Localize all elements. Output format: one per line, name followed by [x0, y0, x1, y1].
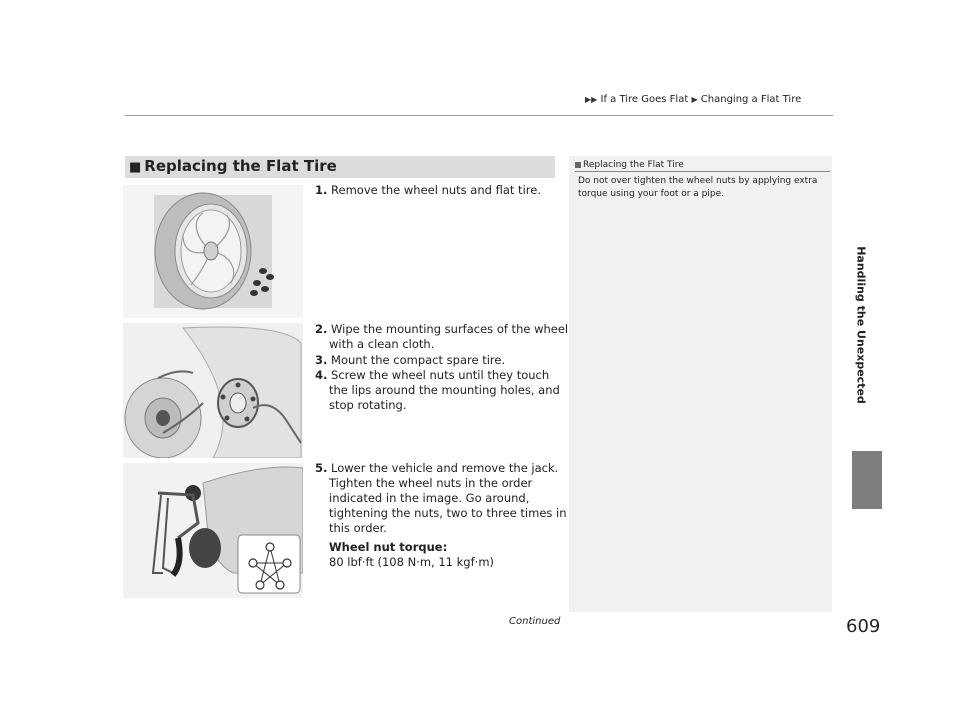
step-text: Mount the compact spare tire. [331, 353, 506, 367]
step-number: 5. [315, 461, 328, 475]
chapter-tab [850, 200, 872, 450]
note-divider [575, 171, 830, 172]
step-4 [315, 368, 569, 413]
step-text: Wipe the mounting surfaces of the wheel with a clean cloth. [329, 322, 569, 351]
chapter-tab-marker [852, 451, 882, 509]
step-1 [315, 183, 569, 198]
step-number: 1. [315, 183, 328, 197]
note-marker-icon [575, 162, 581, 168]
note-panel [569, 156, 832, 612]
section-title [129, 157, 337, 175]
breadcrumb-arrow-icon: ▶▶ [585, 95, 598, 104]
step-3 [315, 353, 569, 368]
section-square-icon: ■ [129, 160, 142, 175]
breadcrumb-item-flat-tire[interactable]: If a Tire Goes Flat [600, 94, 689, 105]
section-title-text: Replacing the Flat Tire [144, 157, 337, 175]
chapter-tab-label: Handling the Unexpected [854, 246, 868, 404]
breadcrumb [585, 94, 801, 105]
breadcrumb-item-changing-tire[interactable]: Changing a Flat Tire [700, 94, 802, 105]
step-5 [315, 461, 569, 536]
step-number: 4. [315, 368, 328, 382]
step-number: 2. [315, 322, 328, 336]
tightening-order-illustration [123, 463, 303, 598]
torque-label: Wheel nut torque: [329, 540, 448, 554]
note-title [575, 160, 684, 170]
note-text: Do not over tighten the wheel nuts by applying extra torque using your foot or a pipe. [578, 176, 818, 199]
continued-label: Continued [509, 616, 561, 627]
section-heading [125, 156, 555, 178]
step-number: 3. [315, 353, 328, 367]
wheel-removal-illustration [123, 185, 303, 318]
step-text: Lower the vehicle and remove the jack. Tighten the wheel nuts in the order indicated in the image. Go around, tightening the nuts, two to three times in this order. [329, 461, 567, 535]
step-text: Remove the wheel nuts and flat tire. [331, 183, 541, 197]
header-divider [125, 115, 833, 116]
spare-mounting-illustration [123, 323, 303, 458]
step-text: Screw the wheel nuts until they touch the lips around the mounting holes, and stop rotating. [329, 368, 560, 412]
note-title-text: Replacing the Flat Tire [583, 160, 684, 170]
page-number: 609 [846, 616, 881, 637]
step-2 [315, 322, 569, 352]
torque-value: 80 lbf·ft (108 N·m, 11 kgf·m) [329, 555, 495, 569]
breadcrumb-arrow-icon: ▶ [691, 95, 698, 104]
